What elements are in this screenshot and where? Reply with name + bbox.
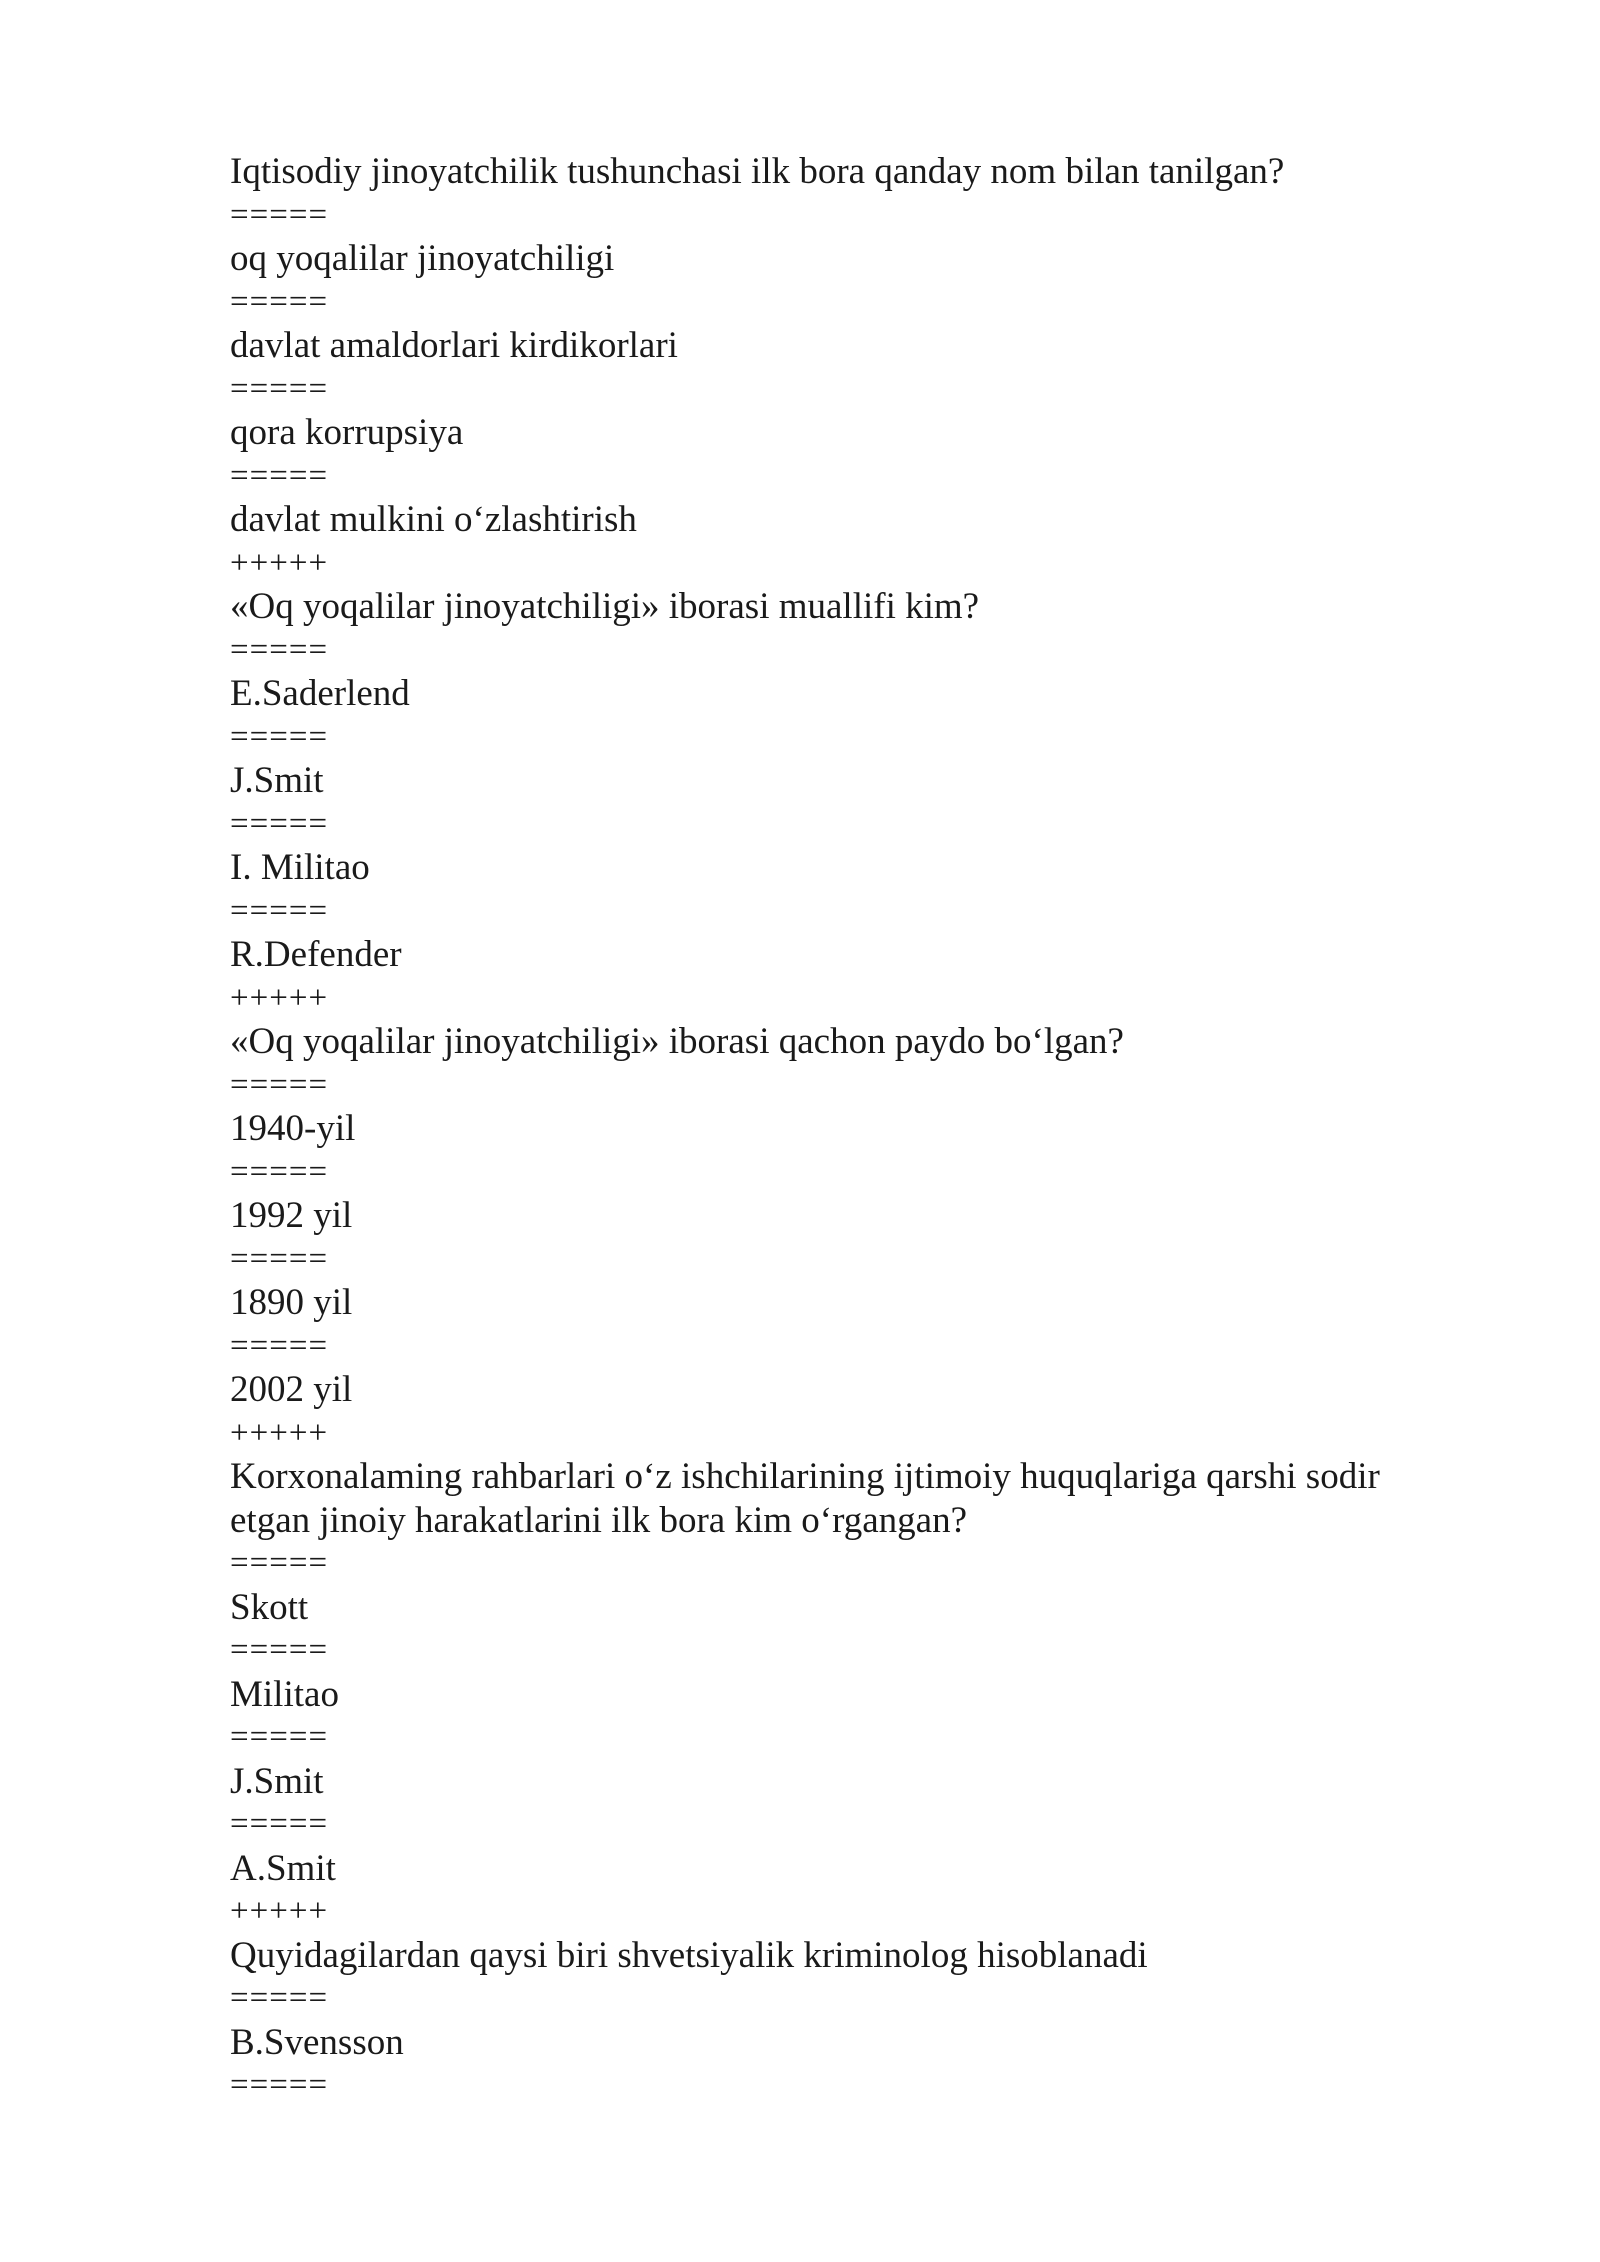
answer-option: Skott xyxy=(230,1586,309,1628)
answer-option: R.Defender xyxy=(230,934,402,975)
option-separator: ===== xyxy=(230,457,329,494)
answer-option: Militao xyxy=(230,1673,339,1715)
option-separator: ===== xyxy=(230,283,329,320)
option-separator: ===== xyxy=(230,1327,329,1364)
document-body xyxy=(230,150,1410,2108)
question-separator: +++++ xyxy=(230,1414,329,1451)
answer-option: davlat mulkini o‘zlashtirish xyxy=(230,499,637,540)
answer-option: E.Saderlend xyxy=(230,673,410,714)
option-separator: ===== xyxy=(230,892,329,929)
answer-option: 1940-yil xyxy=(230,1108,356,1149)
question-separator: +++++ xyxy=(230,979,329,1016)
option-separator: ===== xyxy=(230,370,329,407)
option-separator: ===== xyxy=(230,1980,329,2016)
answer-option: davlat amaldorlari kirdikorlari xyxy=(230,325,678,366)
question-separator: +++++ xyxy=(230,544,329,581)
option-separator: ===== xyxy=(230,1719,329,1755)
option-separator: ===== xyxy=(230,805,329,842)
question-text: «Oq yoqalilar jinoyatchiligi» iborasi muallifi kim? xyxy=(230,586,980,627)
option-separator: ===== xyxy=(230,718,329,755)
question-text: Korxonalaming rahbarlari o‘z ishchilarining ijtimoiy huquqlariga qarshi sodir etgan jinoiy harakatlarini ilk bora kim o‘rgangan? xyxy=(230,1456,1390,1541)
option-separator: ===== xyxy=(230,1240,329,1277)
answer-option: qora korrupsiya xyxy=(230,412,464,453)
answer-option: 1890 yil xyxy=(230,1282,353,1323)
answer-option: 2002 yil xyxy=(230,1369,353,1410)
answer-option: J.Smit xyxy=(230,760,324,801)
question-text: «Oq yoqalilar jinoyatchiligi» iborasi qachon paydo bo‘lgan? xyxy=(230,1021,1124,1062)
answer-option: I. Militao xyxy=(230,847,370,888)
option-separator: ===== xyxy=(230,196,329,233)
option-separator: ===== xyxy=(230,1806,329,1842)
answer-option: oq yoqalilar jinoyatchiligi xyxy=(230,238,615,279)
option-separator: ===== xyxy=(230,1632,329,1668)
answer-option: J.Smit xyxy=(230,1760,324,1802)
option-separator: ===== xyxy=(230,1545,329,1581)
question-text: Quyidagilardan qaysi biri shvetsiyalik kriminolog hisoblanadi xyxy=(230,1934,1148,1976)
option-separator: ===== xyxy=(230,631,329,668)
question-text: Iqtisodiy jinoyatchilik tushunchasi ilk bora qanday nom bilan tanilgan? xyxy=(230,151,1285,192)
answer-option: A.Smit xyxy=(230,1847,336,1889)
option-separator: ===== xyxy=(230,2067,329,2103)
answer-option: 1992 yil xyxy=(230,1195,353,1236)
question-separator: +++++ xyxy=(230,1893,329,1929)
option-separator: ===== xyxy=(230,1066,329,1103)
answer-option: B.Svensson xyxy=(230,2021,404,2063)
option-separator: ===== xyxy=(230,1153,329,1190)
